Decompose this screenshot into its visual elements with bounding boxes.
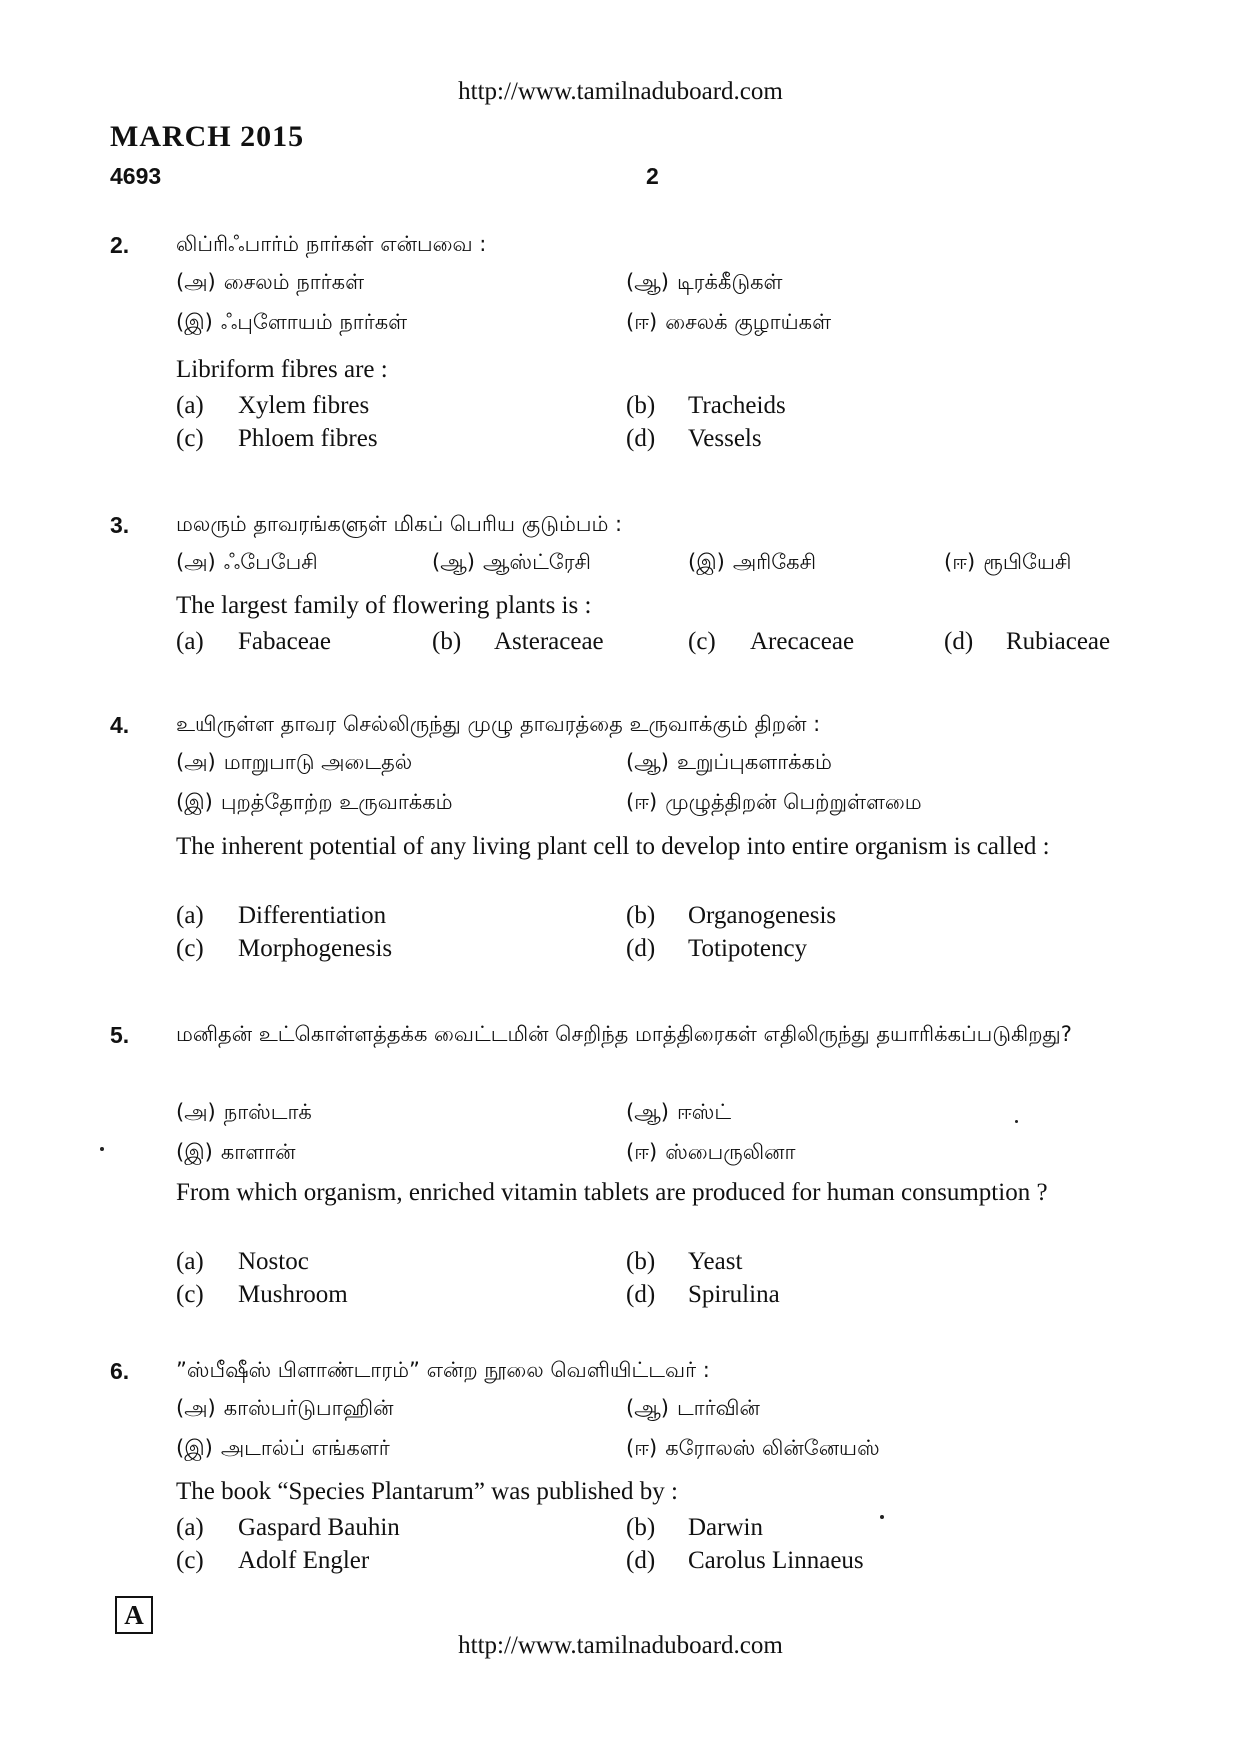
option-text: அடால்ப் எங்களர் — [220, 1436, 390, 1460]
option-label: (ஆ) — [626, 1100, 669, 1124]
option-label: (c) — [176, 425, 204, 452]
option-text: டார்வின் — [676, 1396, 760, 1420]
option-english-b — [626, 392, 786, 420]
exam-code: 4693 — [110, 163, 162, 189]
option-text: ஃபேபேசி — [223, 550, 318, 574]
question-text-english: The book “Species Plantarum” was published by : — [176, 1478, 678, 1505]
option-tamil-2 — [432, 550, 591, 577]
option-label: (ஆ) — [432, 550, 475, 574]
option-text: ரூபியேசி — [983, 550, 1072, 574]
option-tamil-1 — [176, 1396, 393, 1423]
option-text: அரிகேசி — [732, 550, 817, 574]
option-text: சைலக் குழாய்கள் — [665, 310, 832, 334]
question-number: 3. — [110, 512, 130, 538]
option-label: (d) — [626, 1281, 656, 1308]
option-label: (அ) — [176, 1100, 216, 1124]
option-label: (இ) — [176, 1140, 213, 1164]
option-label: (c) — [688, 628, 716, 655]
option-english-d — [626, 1547, 864, 1575]
option-text: புறத்தோற்ற உருவாக்கம் — [220, 790, 453, 814]
option-label: (d) — [626, 935, 656, 962]
question-text-tamil: லிப்ரிஃபார்ம் நார்கள் என்பவை : — [176, 232, 487, 256]
scan-speck — [100, 1147, 104, 1151]
option-tamil-2 — [626, 1396, 760, 1423]
option-text: ஆஸ்ட்ரேசி — [482, 550, 591, 574]
option-english-c — [176, 425, 378, 453]
option-tamil-3 — [176, 790, 453, 817]
option-label: (a) — [176, 902, 204, 929]
option-english-a — [176, 1514, 400, 1542]
option-text: சைலம் நார்கள் — [223, 270, 365, 294]
option-tamil-4 — [626, 1140, 795, 1167]
question-number: 2. — [110, 232, 130, 258]
question-text-tamil: ”ஸ்பீஷீஸ் பிளாண்டாரம்” என்ற நூலை வெளியிட்டவர் : — [176, 1358, 710, 1382]
option-text: காஸ்பர்டுபாஹின் — [223, 1396, 394, 1420]
option-label: (இ) — [688, 550, 725, 574]
paper-version-box: A — [115, 1596, 153, 1634]
question-text-english: The largest family of flowering plants is : — [176, 592, 592, 619]
option-english-d — [626, 935, 807, 963]
option-text: Rubiaceae — [1006, 628, 1111, 655]
option-english-c — [688, 628, 854, 656]
option-label: (d) — [944, 628, 974, 655]
option-label: (இ) — [176, 790, 213, 814]
option-text: ஃபுளோயம் நார்கள் — [220, 310, 408, 334]
option-label: (அ) — [176, 270, 216, 294]
option-english-b — [626, 902, 836, 930]
option-tamil-1 — [176, 270, 364, 297]
option-english-d — [944, 628, 1110, 656]
option-label: (c) — [176, 935, 204, 962]
scan-speck — [1015, 1120, 1018, 1123]
option-tamil-1 — [176, 550, 318, 577]
option-text: மாறுபாடு அடைதல் — [223, 750, 413, 774]
option-text: Morphogenesis — [238, 935, 393, 962]
option-tamil-3 — [176, 1436, 390, 1463]
option-label: (அ) — [176, 550, 216, 574]
option-text: முழுத்திறன் பெற்றுள்ளமை — [665, 790, 922, 814]
option-text: ஈஸ்ட் — [676, 1100, 732, 1124]
option-label: (ஆ) — [626, 1396, 669, 1420]
question-text-tamil: உயிருள்ள தாவர செல்லிருந்து முழு தாவரத்தை உருவாக்கும் திறன் : — [176, 712, 821, 736]
option-english-a — [176, 392, 369, 420]
option-label: (a) — [176, 392, 204, 419]
option-english-d — [626, 425, 762, 453]
option-tamil-3 — [688, 550, 816, 577]
option-label: (ஈ) — [626, 1436, 658, 1460]
option-label: (c) — [176, 1281, 204, 1308]
option-label: (b) — [626, 1248, 656, 1275]
option-text: Gaspard Bauhin — [238, 1514, 400, 1541]
option-tamil-2 — [626, 750, 832, 777]
option-text: ஸ்பைருலினா — [665, 1140, 796, 1164]
option-text: Adolf Engler — [238, 1547, 370, 1574]
option-text: Nostoc — [238, 1248, 309, 1275]
option-tamil-2 — [626, 270, 783, 297]
option-label: (ஆ) — [626, 270, 669, 294]
option-english-c — [176, 1281, 348, 1309]
option-text: Totipotency — [688, 935, 808, 962]
option-label: (a) — [176, 1248, 204, 1275]
option-text: Vessels — [688, 425, 762, 452]
option-label: (b) — [626, 902, 656, 929]
option-text: Fabaceae — [238, 628, 331, 655]
option-english-c — [176, 1547, 369, 1575]
option-text: Darwin — [688, 1514, 763, 1541]
option-english-a — [176, 902, 386, 930]
page-number: 2 — [646, 163, 659, 189]
option-tamil-4 — [626, 1436, 880, 1463]
option-label: (b) — [432, 628, 462, 655]
option-tamil-3 — [176, 1140, 296, 1167]
option-english-c — [176, 935, 392, 963]
option-text: Phloem fibres — [238, 425, 378, 452]
question-text-english: The inherent potential of any living plant cell to develop into entire organism is called : — [176, 833, 1050, 860]
option-tamil-4 — [626, 310, 831, 337]
option-text: Arecaceae — [750, 628, 855, 655]
option-label: (b) — [626, 1514, 656, 1541]
question-number: 6. — [110, 1358, 130, 1384]
footer-url: http://www.tamilnaduboard.com — [458, 1632, 783, 1659]
option-english-d — [626, 1281, 780, 1309]
option-label: (ஈ) — [626, 310, 658, 334]
option-text: நாஸ்டாக் — [223, 1100, 312, 1124]
option-tamil-2 — [626, 1100, 731, 1127]
option-tamil-1 — [176, 1100, 312, 1127]
option-text: Tracheids — [688, 392, 786, 419]
option-text: Carolus Linnaeus — [688, 1547, 864, 1574]
option-text: கரோலஸ் லின்னேயஸ் — [665, 1436, 880, 1460]
option-label: (ஈ) — [626, 1140, 658, 1164]
option-text: Mushroom — [238, 1281, 348, 1308]
question-text-english: From which organism, enriched vitamin tablets are produced for human consumption ? — [176, 1179, 1048, 1206]
exam-title: MARCH 2015 — [110, 120, 305, 153]
option-label: (இ) — [176, 310, 213, 334]
option-tamil-3 — [176, 310, 407, 337]
question-text-tamil: மலரும் தாவரங்களுள் மிகப் பெரிய குடும்பம் : — [176, 512, 623, 536]
question-number: 5. — [110, 1022, 130, 1048]
header-url: http://www.tamilnaduboard.com — [458, 78, 783, 105]
question-number: 4. — [110, 712, 130, 738]
option-label: (ஆ) — [626, 750, 669, 774]
option-tamil-4 — [944, 550, 1071, 577]
option-label: (b) — [626, 392, 656, 419]
option-tamil-1 — [176, 750, 412, 777]
option-english-a — [176, 628, 331, 656]
question-text-tamil: மனிதன் உட்கொள்ளத்தக்க வைட்டமின் செறிந்த மாத்திரைகள் எதிலிருந்து தயாரிக்கப்படுகிறது? — [176, 1022, 1072, 1046]
option-text: காளான் — [220, 1140, 296, 1164]
option-english-b — [432, 628, 604, 656]
option-label: (a) — [176, 1514, 204, 1541]
option-english-b — [626, 1248, 742, 1276]
option-label: (ஈ) — [944, 550, 976, 574]
option-text: டிரக்கீடுகள் — [676, 270, 783, 294]
scan-speck — [880, 1515, 884, 1519]
option-text: Yeast — [688, 1248, 743, 1275]
option-label: (d) — [626, 1547, 656, 1574]
option-tamil-4 — [626, 790, 922, 817]
option-label: (இ) — [176, 1436, 213, 1460]
option-label: (c) — [176, 1547, 204, 1574]
option-label: (அ) — [176, 1396, 216, 1420]
option-text: உறுப்புகளாக்கம் — [676, 750, 832, 774]
option-english-a — [176, 1248, 309, 1276]
option-text: Spirulina — [688, 1281, 780, 1308]
option-text: Xylem fibres — [238, 392, 370, 419]
option-label: (d) — [626, 425, 656, 452]
question-text-english: Libriform fibres are : — [176, 356, 388, 383]
option-label: (ஈ) — [626, 790, 658, 814]
option-label: (அ) — [176, 750, 216, 774]
option-text: Asteraceae — [494, 628, 604, 655]
option-text: Organogenesis — [688, 902, 837, 929]
option-label: (a) — [176, 628, 204, 655]
option-english-b — [626, 1514, 763, 1542]
option-text: Differentiation — [238, 902, 387, 929]
